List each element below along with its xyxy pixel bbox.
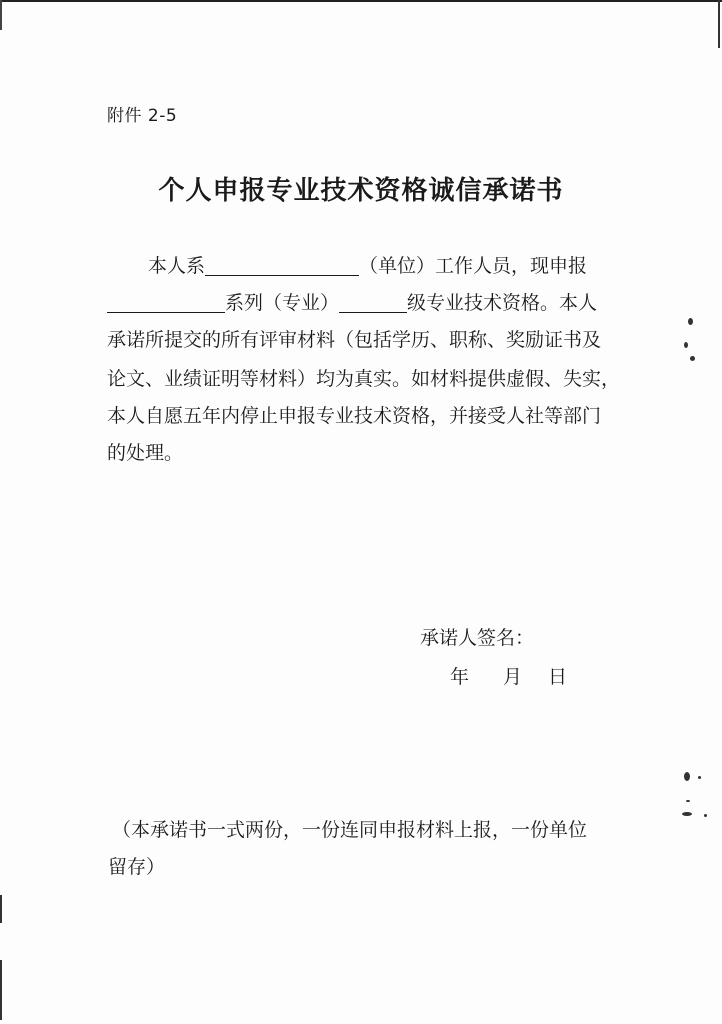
body-text: 级专业技术资格。本人	[407, 292, 598, 314]
scan-edge-left	[0, 0, 2, 30]
scan-speck	[686, 800, 690, 802]
body-line-5: 本人自愿五年内停止申报专业技术资格，并接受人社等部门	[107, 405, 602, 427]
scan-edge-left	[0, 895, 2, 923]
scan-speck	[690, 356, 695, 361]
series-blank	[107, 290, 225, 313]
body-line-6: 的处理。	[107, 442, 184, 464]
body-text: 系列（专业）	[225, 292, 340, 314]
date-year: 年	[450, 666, 470, 688]
body-line-2	[107, 287, 597, 319]
attachment-label: 附件 2-5	[107, 106, 178, 126]
unit-blank	[205, 253, 359, 276]
date-line	[450, 662, 567, 689]
scan-speck	[698, 776, 701, 779]
scan-edge-right	[718, 0, 720, 48]
scan-speck	[684, 772, 690, 781]
note-line-2: 留存）	[108, 856, 166, 878]
scan-edge-left	[0, 960, 2, 1020]
scan-speck	[684, 342, 688, 348]
level-blank	[339, 290, 407, 313]
scan-speck	[704, 814, 707, 817]
body-text: （单位）工作人员，现申报	[359, 255, 588, 277]
body-text: 本人系	[148, 255, 206, 277]
body-line-3: 承诺所提交的所有评审材料（包括学历、职称、奖励证书及	[107, 329, 602, 351]
scan-edge-top	[0, 0, 722, 2]
body-line-1	[148, 250, 587, 282]
signature-label: 承诺人签名：	[420, 627, 535, 649]
date-day: 日	[548, 666, 568, 688]
body-line-4: 论文、业绩证明等材料）均为真实。如材料提供虚假、失实，	[107, 368, 621, 390]
note-line-1: （本承诺书一式两份，一份连同申报材料上报，一份单位	[112, 819, 588, 841]
date-month: 月	[503, 666, 523, 688]
scan-speck	[688, 318, 693, 325]
scan-speck	[682, 812, 692, 816]
page-title: 个人申报专业技术资格诚信承诺书	[158, 176, 564, 206]
